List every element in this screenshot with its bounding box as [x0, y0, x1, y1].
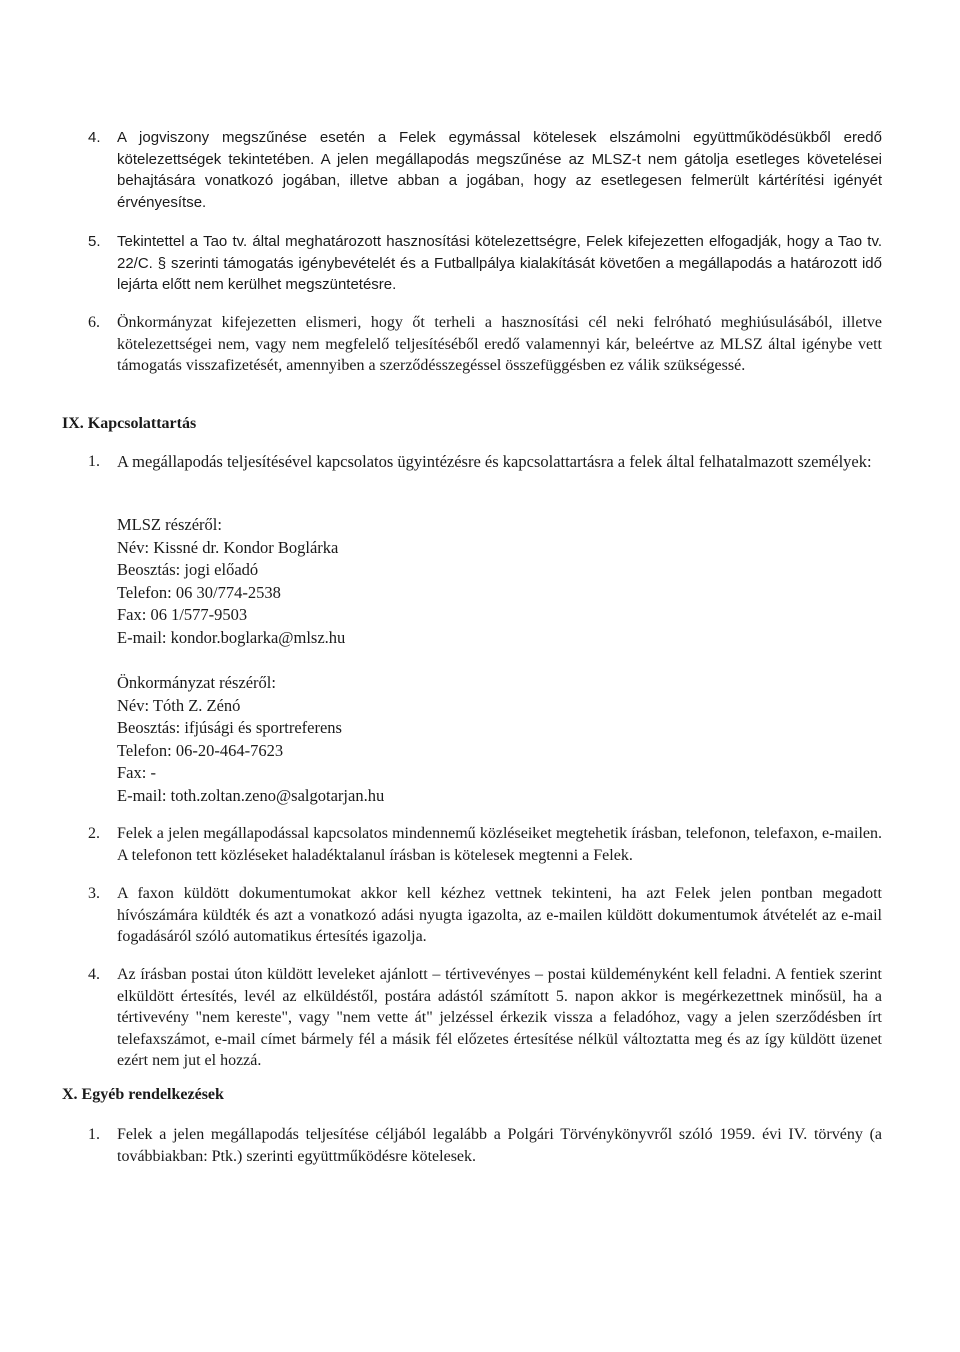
- section-ix-item-3-text: A faxon küldött dokumentumokat akkor kell kézhez vettnek tekinteni, ha azt Felek jelen pontban megadott hívószámára küldték és azt a vonatkozó adási nyugta igazolta, az e-mailen küldött dokumentumok átvételét az e-mail fogadásáról szóló automatikus értesítés igazolja.: [117, 885, 882, 945]
- mlsz-contact-phone: Telefon: 06 30/774-2538: [117, 582, 281, 602]
- mlsz-contact-position: Beosztás: jogi előadó: [117, 560, 259, 580]
- section-ix-item-4-text: Az írásban postai úton küldött leveleket ajánlott – tértivevényes – postai küldeményként kell feladni. A fentiek szerint elküldött értesítés, levél az elküldéstől, postára adástól számított 5. napon akkor is megérkezettnek minősül, ha a tértivevény "nem kereste", vagy "nem vette át" jelzéssel érkezik vissza a feladóhoz, vagy a jelen szerződésben írt telefaxszámot, e-mail címet bármely fél a másik fél előzetes értesítése nélkül változtatta meg és az így küldött üzenet ezért nem jut el hozzá.: [117, 966, 882, 1069]
- section-ix-item-2: [88, 823, 882, 866]
- mlsz-contact-name: Név: Kissné dr. Kondor Boglárka: [117, 537, 339, 557]
- section-ix-item-1: [88, 451, 882, 473]
- mlsz-contact-fax: Fax: 06 1/577-9503: [117, 605, 248, 625]
- item-4: [88, 127, 882, 213]
- section-ix-item-3-number: 3.: [88, 885, 100, 902]
- item-4-text: A jogviszony megszűnése esetén a Felek egymással kötelesek elszámolni együttműködésükből eredő kötelezettségek tekintetében. A jelen megállapodás megszűnése az MLSZ-t nem gátolja esetleges követelései behajtására vonatkozó jogában, illetve abban a jogában, hogy az esetlegesen felmerült kártérítési igényét érvényesítse.: [117, 129, 882, 211]
- onkormanyzat-contact-phone: Telefon: 06-20-464-7623: [117, 740, 284, 760]
- section-ix-item-1-text: A megállapodás teljesítésével kapcsolatos ügyintézésre és kapcsolattartásra a felek által felhatalmazott személyek:: [117, 452, 872, 471]
- section-ix-heading: IX. Kapcsolattartás: [62, 415, 197, 432]
- item-5: [88, 231, 882, 296]
- onkormanyzat-contact-fax: Fax: -: [117, 763, 156, 783]
- item-4-number: 4.: [88, 129, 101, 146]
- section-x-item-1-text: Felek a jelen megállapodás teljesítése céljából legalább a Polgári Törvénykönyvről szóló 1959. évi IV. törvény (a továbbiakban: Ptk.) szerinti együttműködésre kötelesek.: [117, 1126, 882, 1165]
- section-ix-item-4-number: 4.: [88, 966, 100, 983]
- onkormanyzat-contact-name: Név: Tóth Z. Zénó: [117, 695, 241, 715]
- section-ix-item-2-number: 2.: [88, 825, 100, 842]
- section-ix-item-4: [88, 964, 882, 1072]
- section-x-item-1: [88, 1124, 882, 1167]
- mlsz-contact-block: [117, 514, 345, 650]
- section-x-item-1-number: 1.: [88, 1126, 100, 1143]
- onkormanyzat-contact-position: Beosztás: ifjúsági és sportreferens: [117, 718, 342, 738]
- section-x-heading: X. Egyéb rendelkezések: [62, 1086, 224, 1103]
- section-ix-item-1-number: 1.: [88, 453, 100, 470]
- item-6-text: Önkormányzat kifejezetten elismeri, hogy őt terheli a hasznosítási cél neki felróható meghiúsulásából, illetve kötelezettségei nem, vagy nem megfelelő teljesítéséből eredő valamennyi kár, beleértve az MLSZ által igénybe vett támogatás visszafizetését, amennyiben a szerződésszegéssel összefüggésben ez válik szükségessé.: [117, 314, 882, 374]
- onkormanyzat-contact-block: [117, 672, 384, 808]
- item-5-text: Tekintettel a Tao tv. által meghatározott hasznosítási kötelezettségre, Felek kifejezetten elfogadják, hogy a Tao tv. 22/C. § szerinti támogatás igénybevételét és a Futballpálya kialakítását követően a megállapodás a határozott idő lejárta előtt nem kerülhet megszüntetésre.: [117, 233, 882, 293]
- section-ix-item-3: [88, 883, 882, 948]
- onkormanyzat-contact-email: E-mail: toth.zoltan.zeno@salgotarjan.hu: [117, 785, 385, 805]
- mlsz-contact-email: E-mail: kondor.boglarka@mlsz.hu: [117, 627, 346, 647]
- section-ix-item-2-text: Felek a jelen megállapodással kapcsolatos mindennemű közléseiket megtehetik írásban, telefonon, telefaxon, e-mailen. A telefonon tett közléseket haladéktalanul írásban is kötelesek megtenni a Felek.: [117, 825, 882, 864]
- item-6-number: 6.: [88, 314, 100, 331]
- item-6: [88, 312, 882, 377]
- item-5-number: 5.: [88, 233, 101, 250]
- onkormanyzat-contact-header: Önkormányzat részéről:: [117, 673, 276, 692]
- mlsz-contact-header: MLSZ részéről:: [117, 515, 222, 534]
